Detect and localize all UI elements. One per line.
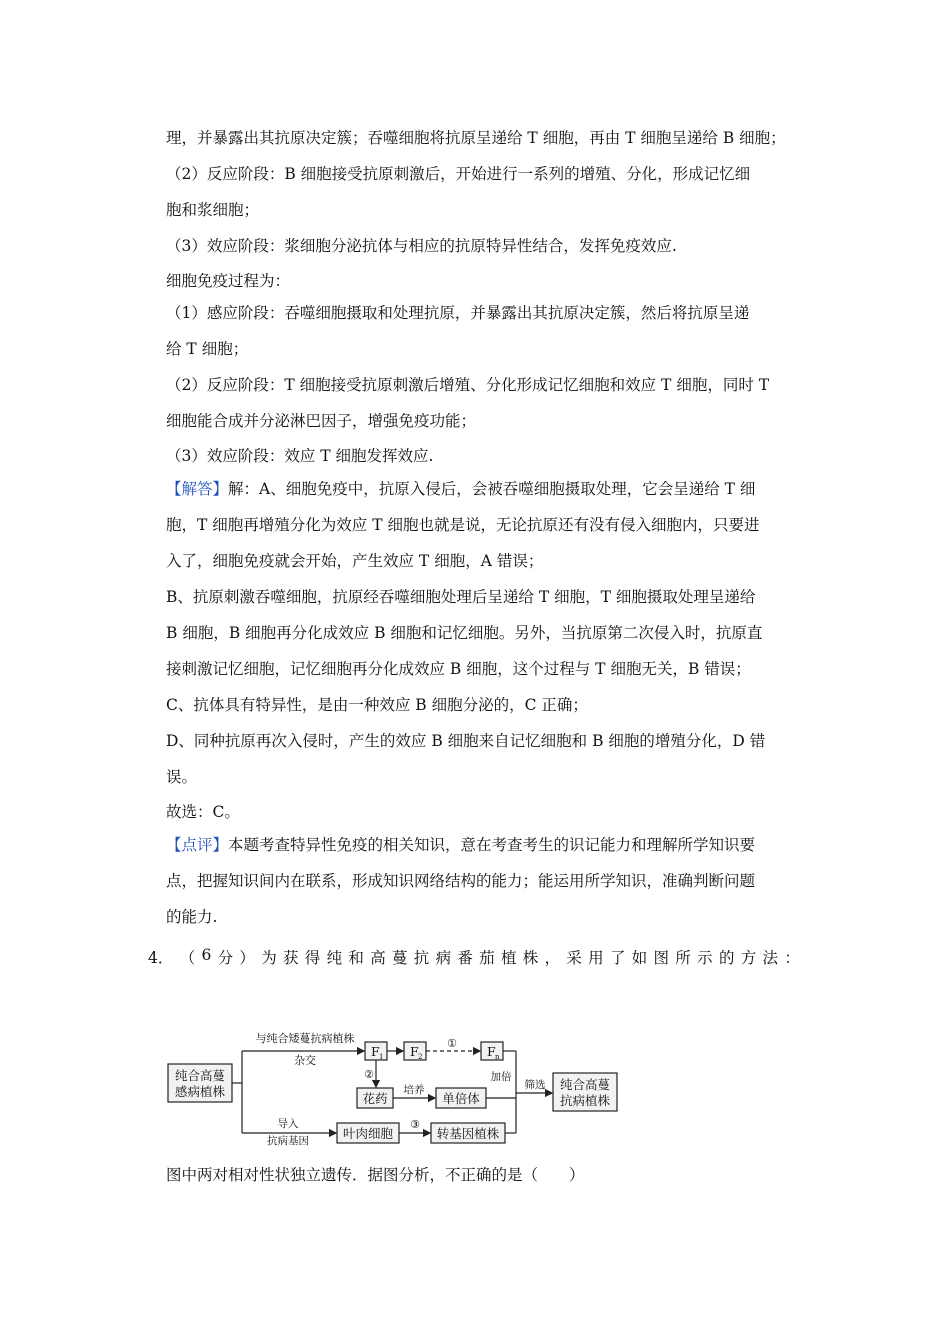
double-label: 加倍 (490, 1071, 512, 1083)
circle-3: ③ (410, 1118, 420, 1131)
q4-char: 纯 (326, 949, 343, 967)
f1-sub: 1 (379, 1053, 384, 1061)
cross-sub-label: 杂交 (294, 1054, 316, 1067)
question-4-stem: 图中两对相对性状独立遗传．据图分析，不正确的是（ ） (166, 1166, 585, 1184)
q4-char: 抗 (413, 949, 430, 967)
answer-tag: 【解答】 (166, 480, 229, 498)
q4-char: 和 (348, 949, 364, 967)
q4-char: 4． (148, 949, 174, 967)
text-line: 胞和浆细胞； (166, 201, 260, 219)
f1-label: F (371, 1044, 380, 1059)
q4-char: 得 (304, 949, 321, 967)
text-line: 细胞免疫过程为： (166, 272, 291, 290)
q4-char: 法 (762, 949, 779, 967)
fn-sub: n (495, 1053, 500, 1061)
f2-label: F (410, 1044, 419, 1059)
q4-char: （ (179, 949, 196, 967)
q4-char: ： (784, 949, 800, 967)
question-4-title (148, 946, 800, 968)
text-line: 误。 (166, 768, 198, 786)
text-line: （2）反应阶段：B 细胞接受抗原刺激后，开始进行一系列的增殖、分化，形成记忆细 (166, 165, 751, 183)
text-line: 细胞能合成并分泌淋巴因子，增强免疫功能； (166, 412, 477, 430)
q4-char: 株 (522, 949, 539, 967)
q4-char: 的 (718, 949, 735, 967)
import-label: 导入 (277, 1118, 299, 1130)
text-line: 的能力. (166, 908, 218, 926)
q4-char: 番 (457, 949, 473, 967)
q4-char: 植 (500, 949, 517, 967)
text-line: （3）效应阶段：浆细胞分泌抗体与相应的抗原特异性结合，发挥免疫效应. (166, 237, 677, 255)
q4-char: 6 (201, 946, 212, 964)
text-line: 接刺激记忆细胞，记忆细胞再分化成效应 B 细胞，这个过程与 T 细胞无关，B 错误； (166, 660, 751, 678)
comment-first-line (166, 835, 755, 855)
select-label: 筛选 (524, 1079, 546, 1091)
comment-tag: 【点评】 (166, 836, 229, 854)
q4-char: 蔓 (391, 949, 408, 967)
text-line: （1）感应阶段：吞噬细胞摄取和处理抗原，并暴露出其抗原决定簇，然后将抗原呈递 (166, 304, 750, 322)
answer-text: 解：A、细胞免疫中，抗原入侵后，会被吞噬细胞摄取处理，它会呈递给 T 细 (228, 480, 756, 498)
q4-char: ， (544, 949, 561, 967)
q4-char: 病 (435, 949, 452, 967)
fn-label: F (487, 1044, 496, 1059)
start-label: 纯合高蔓 (174, 1068, 226, 1083)
q4-char: 采 (566, 949, 582, 967)
q4-char: 方 (740, 949, 757, 967)
comment-text: 本题考查特异性免疫的相关知识，意在考查考生的识记能力和理解所学知识要 (228, 836, 756, 854)
f2-sub: 2 (418, 1053, 423, 1061)
q4-char: 所 (675, 949, 691, 967)
text-line: （2）反应阶段：T 细胞接受抗原刺激后增殖、分化形成记忆细胞和效应 T 细胞，同时 T (166, 376, 770, 394)
circle-2: ② (364, 1068, 374, 1081)
breeding-diagram (160, 1020, 630, 1150)
q4-char: 了 (609, 949, 626, 967)
text-line: B 细胞，B 细胞再分化成效应 B 细胞和记忆细胞。另外，当抗原第二次侵入时，抗原直 (166, 624, 763, 642)
circle-1: ① (447, 1037, 457, 1050)
q4-char: 茄 (479, 949, 495, 967)
culture-label: 培养 (403, 1084, 425, 1096)
q4-char: 如 (631, 949, 648, 967)
text-line: 入了，细胞免疫就会开始，产生效应 T 细胞，A 错误； (166, 552, 544, 570)
text-line: 给 T 细胞； (166, 340, 249, 358)
haploid-label: 单倍体 (442, 1091, 480, 1106)
q4-char: 高 (370, 949, 386, 967)
text-line: 点，把握知识间内在联系，形成知识网络结构的能力；能运用所学知识，准确判断问题 (166, 872, 756, 890)
text-line: C、抗体具有特异性，是由一种效应 B 细胞分泌的，C 正确； (166, 696, 588, 714)
transgenic-label: 转基因植株 (436, 1126, 500, 1141)
q4-char: 图 (653, 949, 670, 967)
text-line: 胞，T 细胞再增殖分化为效应 T 细胞也就是说，无论抗原还有没有侵入细胞内，只要进 (166, 516, 760, 534)
text-line: D、同种抗原再次入侵时，产生的效应 B 细胞来自记忆细胞和 B 细胞的增殖分化，D 错 (166, 732, 766, 750)
answer-first-line (166, 479, 755, 499)
text-line: 理，并暴露出其抗原决定簇；吞噬细胞将抗原呈递给 T 细胞，再由 T 细胞呈递给 B 细胞； (166, 129, 786, 147)
end-label: 纯合高蔓 (559, 1077, 611, 1092)
pollen-label: 花药 (362, 1091, 388, 1106)
q4-char: 用 (588, 949, 604, 967)
text-line: （3）效应阶段：效应 T 细胞发挥效应. (166, 447, 434, 465)
text-line: B、抗原刺激吞噬细胞，抗原经吞噬细胞处理后呈递给 T 细胞，T 细胞摄取处理呈递给 (166, 588, 756, 606)
cross-label: 与纯合矮蔓抗病植株 (255, 1032, 355, 1045)
end-label: 抗病植株 (559, 1093, 611, 1108)
q4-char: 示 (697, 949, 713, 967)
text-line: 故选：C。 (166, 803, 240, 821)
leaf-cell-label: 叶肉细胞 (342, 1126, 394, 1141)
q4-char: 为 (261, 949, 277, 967)
start-label: 感病植株 (174, 1084, 226, 1099)
q4-char: ） (239, 949, 255, 967)
q4-char: 分 (217, 949, 234, 967)
import-gene-label: 抗病基因 (267, 1135, 309, 1147)
q4-char: 获 (283, 949, 299, 967)
